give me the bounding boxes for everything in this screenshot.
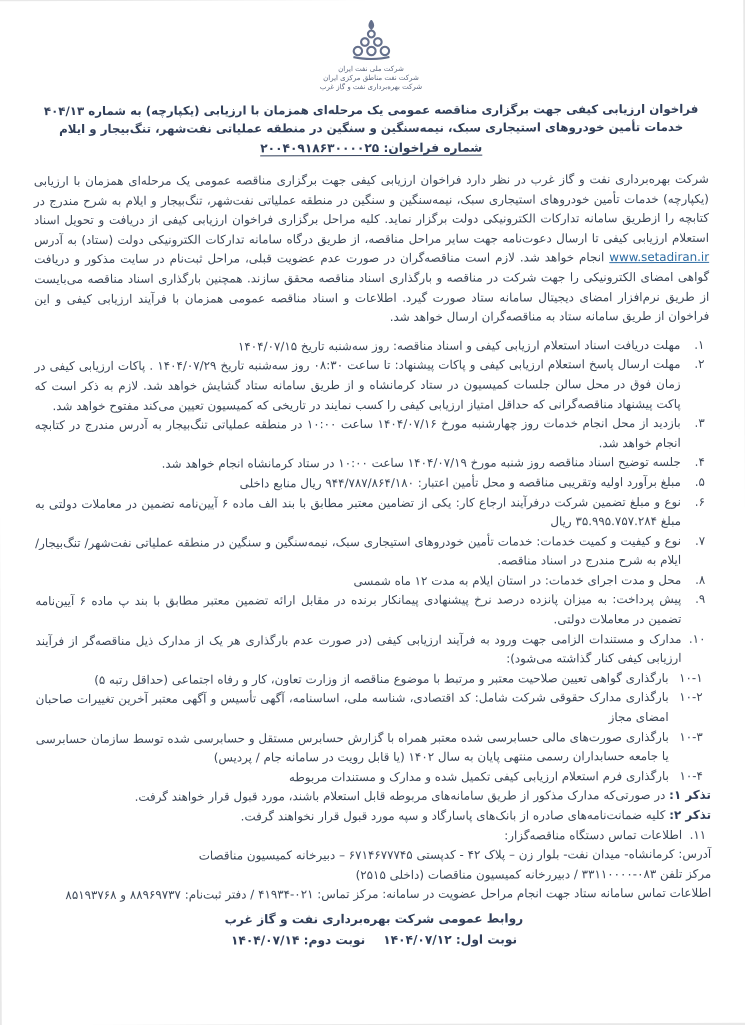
- item-text: مهلت دریافت اسناد استعلام ارزیابی کیفی و اسناد مناقصه: روز سه‌شنبه تاریخ ۱۴۰۴/۰۷/۱۵: [237, 337, 681, 354]
- item-text: نوع و مبلغ تضمین شرکت درفرآیند ارجاع کار: یکی از تضامین معتبر مطابق با بند الف ماده ۶ آیین‌نامه تضمین در معاملات دولتی به مبلغ ۳۵.۹۹۵.۷۵۷.۲۸۴ ریال: [34, 494, 682, 529]
- note-2: [36, 806, 711, 828]
- item-number: ۱۱.: [689, 827, 707, 842]
- item-text: بازدید از محل انجام خدمات روز چهارشنبه مورخ ۱۴۰۴/۰۷/۱۶ ساعت ۱۰:۰۰ در منطقه عملیاتی تنگ‌بیجار به آدرس مندرج در کتابچه انجام خواهد شد.: [34, 416, 681, 450]
- note-1-label: تذکر ۱:: [669, 788, 712, 803]
- subitem-number: ۱۰-۴: [679, 768, 703, 783]
- item-number: ۴.: [694, 455, 705, 470]
- item-number: ۳.: [694, 415, 705, 431]
- item-text: نوع و کیفیت و کمیت خدمات: خدمات تأمین خودروهای استیجاری سبک، نیمه‌سنگین و سنگین در منطقه عملیاتی نفت‌شهر/ تنگ‌بیجار/ ایلام به شرح مندرج در اسناد مناقصه.: [35, 533, 682, 568]
- org-line-wogpc: شرکت بهره‌برداری نفت و گاز غرب: [319, 82, 423, 92]
- item-text: مبلغ برآورد اولیه وتقریبی مناقصه و محل تأمین اعتبار: ۹۴۴/۷۸۷/۸۶۴/۱۸۰ ریال منابع داخلی: [239, 474, 681, 491]
- nioc-emblem-icon: [348, 20, 394, 62]
- contact-setad-support-line: اطلاعات تماس سامانه ستاد جهت انجام مراحل عضویت در سامانه: مرکز تماس: ۰۲۱-۴۱۹۳۴ / دفتر ثبت‌نام: ۸۸۹۶۹۷۳۷ و ۸۵۱۹۳۷۶۸: [65, 886, 712, 903]
- notice-title-block: [34, 100, 709, 159]
- item-text: محل و مدت اجرای خدمات: در استان ایلام به مدت ۱۲ ماه شمسی: [353, 572, 682, 588]
- tender-item-5: [35, 473, 710, 495]
- tender-item-6: [35, 492, 710, 534]
- tender-subitem-10-2: [36, 688, 711, 730]
- item-text: پیش پرداخت: به میزان پانزده درصد نرخ پیشنهادی پیمانکار برنده در مقابل ارائه تضمین معتبر مطابق با بند پ ماده ۶ آیین‌نامه تضمین در معاملات دولتی.: [35, 592, 682, 627]
- item-text: اطلاعات تماس دستگاه مناقصه‌گزار:: [504, 827, 683, 843]
- footer-public-relations: روابط عمومی شرکت بهره‌برداری نفت و گاز غرب: [224, 911, 524, 927]
- note-2-label: تذکر ۲:: [669, 807, 712, 822]
- tender-item-7: [35, 532, 710, 574]
- intro-text-after-link: انجام خواهد شد. لازم است مناقصه‌گران در صورت عدم عضویت قبلی، مراحل ثبت‌نام در سایت مذکور و دریافت گواهی امضای الکترونیکی را جهت شرکت در مناقصه و بارگذاری اسناد مناقصه محقق سازند. همچنین بارگذاری اسناد مناقصه می‌بایست از طریق نرم‌افزار امضای دیجیتال سامانه ستاد صورت گیرد. اطلاعات و اسناد مناقصه عمومی همزمان با فرآیند ارزیابی کیفی و این فراخوان از طریق سامانه ستاد به مناقصه‌گران ارسال خواهد شد.: [34, 250, 710, 325]
- setadiran-link[interactable]: www.setadiran.ir: [609, 250, 710, 265]
- note-1-text: در صورتی‌که مدارک مذکور از طریق سامانه‌های مربوطه قابل استعلام باشند، مورد قبول قرار خواهند گرفت.: [134, 788, 670, 805]
- letterhead: [0, 0, 744, 93]
- intro-paragraph: [34, 170, 710, 329]
- item-number: ۱۰.: [688, 631, 706, 646]
- note-2-text: کلیه ضمانت‌نامه‌های صادره از بانک‌های پاسارگاد و سپه مورد قبول قرار نخواهند گرفت.: [240, 807, 670, 824]
- call-number: شماره فراخوان: ۲۰۰۴۰۹۱۸۶۳۰۰۰۰۲۵: [260, 140, 483, 156]
- subitem-text: بارگذاری گواهی تعیین صلاحیت معتبر و مرتبط با موضوع مناقصه از وزارت تعاون، کار و رفاه اجتماعی (حداقل رتبه ۵): [94, 670, 669, 687]
- tender-item-2: [34, 355, 709, 416]
- footer-publication-dates: [36, 929, 711, 952]
- tender-item-3: [35, 414, 710, 456]
- tender-item-1: [34, 336, 709, 358]
- tender-item-11: [36, 825, 711, 847]
- org-name-lines: [0, 64, 744, 94]
- note-1: [36, 786, 711, 808]
- second-run-date: نوبت دوم: ۱۴۰۴/۰۷/۱۴: [230, 932, 366, 948]
- item-number: ۹.: [695, 592, 706, 607]
- intro-text-before-link: شرکت بهره‌برداری نفت و گاز غرب در نظر دارد فراخوان ارزیابی کیفی جهت برگزاری مناقصه عمومی یک مرحله‌ای همزمان با ارزیابی (یکپارچه) خدمات تأمین خودروهای استیجاری سبک، نیمه‌سنگین و سنگین در منطقه عملیاتی نفت‌شهر، تنگ‌بیجار و ایلام به شرح مندرج در کتابچه را ازطریق سامانه تدارکات الکترونیکی دولت برگزار نماید. کلیه مراحل برگزاری فراخوان ارزیابی کیفی از دریافت و تحویل اسناد استعلام ارزیابی کیفی تا ارسال دعوت‌نامه جهت سایر مراحل مناقصه، از طریق درگاه سامانه تدارکات الکترونیکی دولت (ستاد) به آدرس: [33, 171, 710, 247]
- tender-subitem-10-1: [36, 669, 711, 691]
- subitem-text: بارگذاری مدارک حقوقی شرکت شامل: کد اقتصادی، شناسه ملی، اساسنامه، آگهی تأسیس و آگهی معتبر آخرین تغییرات صاحبان امضای مجاز: [35, 690, 669, 725]
- tender-item-10: [35, 629, 710, 671]
- tender-item-4: [35, 453, 710, 475]
- subitem-number: ۱۰-۱: [679, 670, 703, 685]
- subitem-number: ۱۰-۲: [679, 690, 703, 705]
- contact-address-line: آدرس: کرمانشاه- میدان نفت- بلوار زن – پلاک ۴۲ - کدپستی ۶۷۱۴۶۷۷۷۴۵ – دبیرخانه کمیسیون مناقصات: [198, 847, 712, 863]
- tender-item-9: [35, 590, 710, 632]
- first-run-date: نوبت اول: ۱۴۰۴/۰۷/۱۲: [383, 932, 518, 947]
- contact-phone-line: مرکز تلفن ۰۸۳-۳۳۱۱۰۰۰۰ / دبیررخانه کمیسیون مناقصات (داخلی ۲۵۱۵): [355, 866, 712, 882]
- subitem-text: بارگذاری صورت‌های مالی حسابرسی شده معتبر همراه با گزارش حسابرس مستقل و حسابرسی شده توسط سازمان حسابرسی یا جامعه حسابداران رسمی منتهی پایان به سال ۱۴۰۲ (یا قابل رویت در سامانه جام / پردیس): [35, 729, 669, 765]
- item-number: ۱.: [694, 337, 705, 352]
- tender-subitem-10-4: [36, 767, 711, 789]
- notice-title-line-1: فراخوان ارزیابی کیفی جهت برگزاری مناقصه عمومی یک مرحله‌ای همزمان با ارزیابی (یکپارچه) به شماره ۴۰۴/۱۳: [43, 101, 699, 119]
- org-line-nioc: شرکت ملی نفت ایران: [338, 64, 404, 74]
- item-number: ۷.: [694, 533, 706, 548]
- item-number: ۵.: [694, 474, 705, 489]
- item-number: ۶.: [694, 494, 705, 509]
- org-line-icofc: شرکت نفت مناطق مرکزی ایران: [323, 73, 419, 83]
- subitem-number: ۱۰-۳: [679, 729, 703, 744]
- item-number: ۲.: [694, 357, 705, 372]
- tender-subitem-10-3: [36, 727, 711, 769]
- notice-title-line-2: خدمات تأمین خودروهای استیجاری سبک، نیمه‌سنگین و سنگین در منطقه عملیاتی نفت‌شهر، تنگ‌بیجار و ایلام: [59, 119, 684, 137]
- item-number: ۸.: [695, 572, 706, 587]
- tender-item-8: [35, 571, 710, 593]
- item-text: مهلت ارسال پاسخ استعلام ارزیابی کیفی و پاکات پیشنهاد: تا ساعت ۰۸:۳۰ روز سه‌شنبه تاریخ ۱۴۰۴/۰۷/۲۹ . پاکات ارزیابی کیفی در زمان فوق در محل سالن جلسات کمیسیون در ستاد کرمانشاه و از طریق سامانه ستاد گشایش خواهد شد. لازم به ذکر است که پاکت پیشنهاد مناقصه‌گرانی که حداقل امتیاز ارزیابی کیفی را کسب نمایند در تاریخی که کمیسیون تعیین می‌کند مفتوح خواهد شد.: [34, 357, 681, 413]
- footer-block: [36, 908, 711, 952]
- item-text: جلسه توضیح اسناد مناقصه روز شنبه مورخ ۱۴۰۴/۰۷/۱۹ ساعت ۱۰:۰۰ در ستاد کرمانشاه انجام خواهد شد.: [161, 455, 681, 472]
- subitem-text: بارگذاری فرم استعلام ارزیابی کیفی تکمیل شده و مدارک و مستندات مربوطه: [288, 768, 669, 785]
- item-text: مدارک و مستندات الزامی جهت ورود به فرآیند ارزیابی کیفی (در صورت عدم بارگذاری هر یک از مدارک ذیل مناقصه‌گر از فرآیند ارزیابی کیفی کنار گذاشته می‌شود):: [35, 631, 682, 666]
